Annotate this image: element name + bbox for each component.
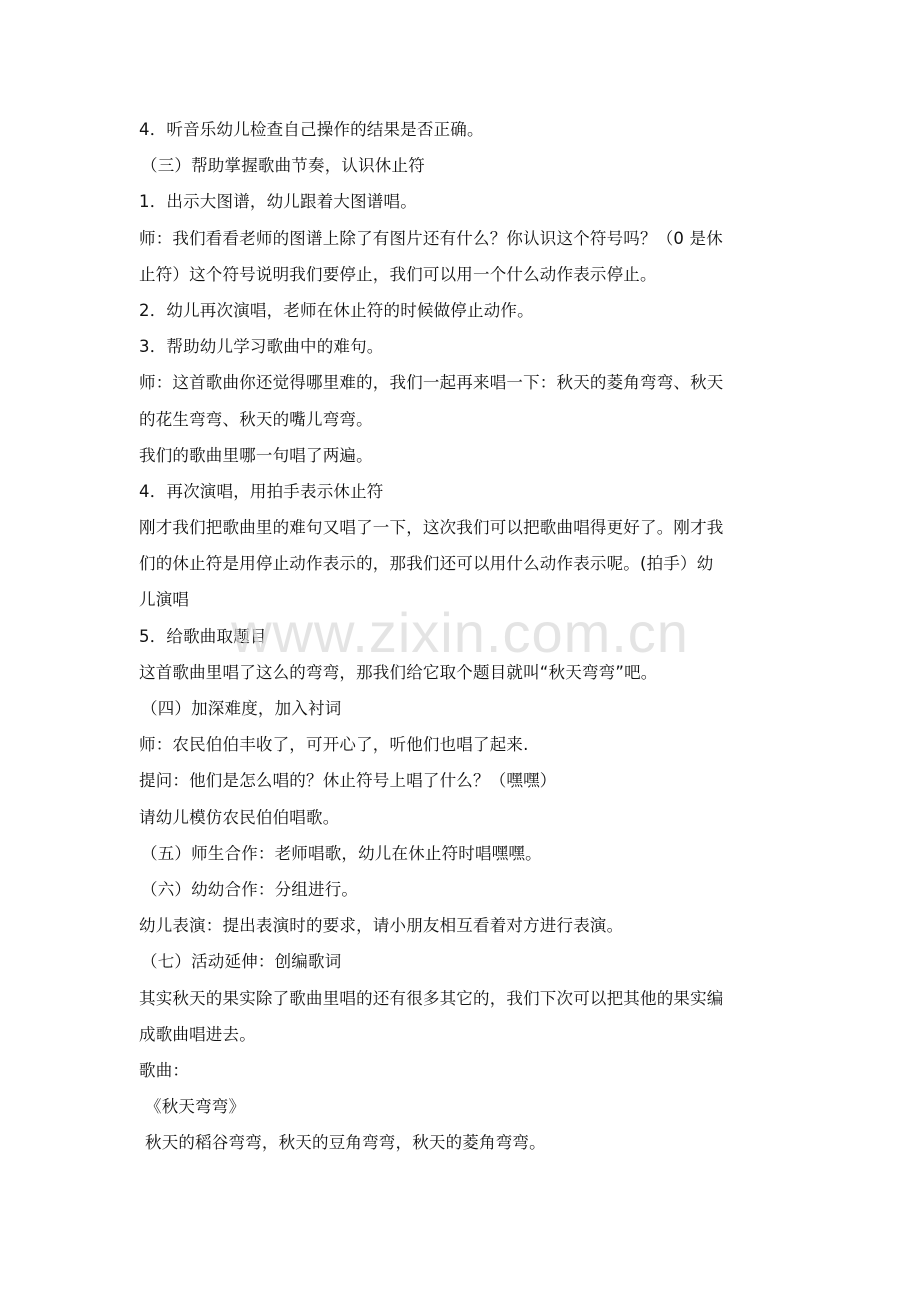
section-heading: （五）师生合作：老师唱歌，幼儿在休止符时唱嘿嘿。	[141, 843, 542, 863]
text-line: 1．出示大图谱，幼儿跟着大图谱唱。	[139, 192, 417, 212]
text-line: 这首歌曲里唱了这么的弯弯，那我们给它取个题目就叫“秋天弯弯”吧。	[139, 662, 658, 682]
text-line: 幼儿表演：提出表演时的要求，请小朋友相互看着对方进行表演。	[139, 916, 624, 936]
text-line: 其实秋天的果实除了歌曲里唱的还有很多其它的，我们下次可以把其他的果实编	[139, 988, 724, 1008]
text-line: 5．给歌曲取题目	[139, 626, 267, 646]
text-line: 成歌曲唱进去。	[139, 1024, 256, 1044]
text-line: 4．再次演唱，用拍手表示休止符	[139, 481, 384, 501]
text-line: 师：农民伯伯丰收了，可开心了，听他们也唱了起来.	[139, 735, 529, 755]
song-title: 《秋天弯弯》	[145, 1097, 246, 1117]
text-line: 们的休止符是用停止动作表示的，那我们还可以用什么动作表示呢。(拍手）幼	[139, 554, 714, 574]
text-line: 2．幼儿再次演唱，老师在休止符的时候做停止动作。	[139, 300, 534, 320]
text-line: 我们的歌曲里哪一句唱了两遍。	[139, 445, 373, 465]
text-line: 4．听音乐幼儿检查自己操作的结果是否正确。	[139, 120, 484, 139]
section-heading: （三）帮助掌握歌曲节奏，认识休止符	[141, 156, 425, 176]
section-heading: （七）活动延伸：创编歌词	[141, 952, 342, 972]
text-line: 提问：他们是怎么唱的？休止符号上唱了什么？（嘿嘿）	[139, 771, 557, 791]
section-heading: （四）加深难度，加入衬词	[141, 699, 342, 718]
text-line: 师：我们看看老师的图谱上除了有图片还有什么？你认识这个符号吗？（0 是休	[139, 228, 723, 248]
text-line: 止符）这个符号说明我们要停止，我们可以用一个什么动作表示停止。	[139, 264, 657, 284]
section-heading: （六）幼幼合作：分组进行。	[141, 879, 359, 899]
text-line: 请幼儿模仿农民伯伯唱歌。	[139, 807, 340, 827]
text-line: 儿演唱	[139, 590, 190, 610]
watermark: www.zixin.com.cn	[231, 601, 689, 664]
text-line: 的花生弯弯、秋天的嘴儿弯弯。	[139, 409, 373, 429]
text-line: 歌曲：	[139, 1060, 190, 1080]
document-body	[139, 112, 791, 1161]
text-line: 3．帮助幼儿学习歌曲中的难句。	[139, 337, 384, 357]
text-line: 刚才我们把歌曲里的难句又唱了一下，这次我们可以把歌曲唱得更好了。刚才我	[139, 518, 724, 538]
song-lyrics: 秋天的稻谷弯弯，秋天的豆角弯弯，秋天的菱角弯弯。	[145, 1133, 546, 1153]
text-line: 师：这首歌曲你还觉得哪里难的，我们一起再来唱一下：秋天的菱角弯弯、秋天	[139, 373, 724, 393]
